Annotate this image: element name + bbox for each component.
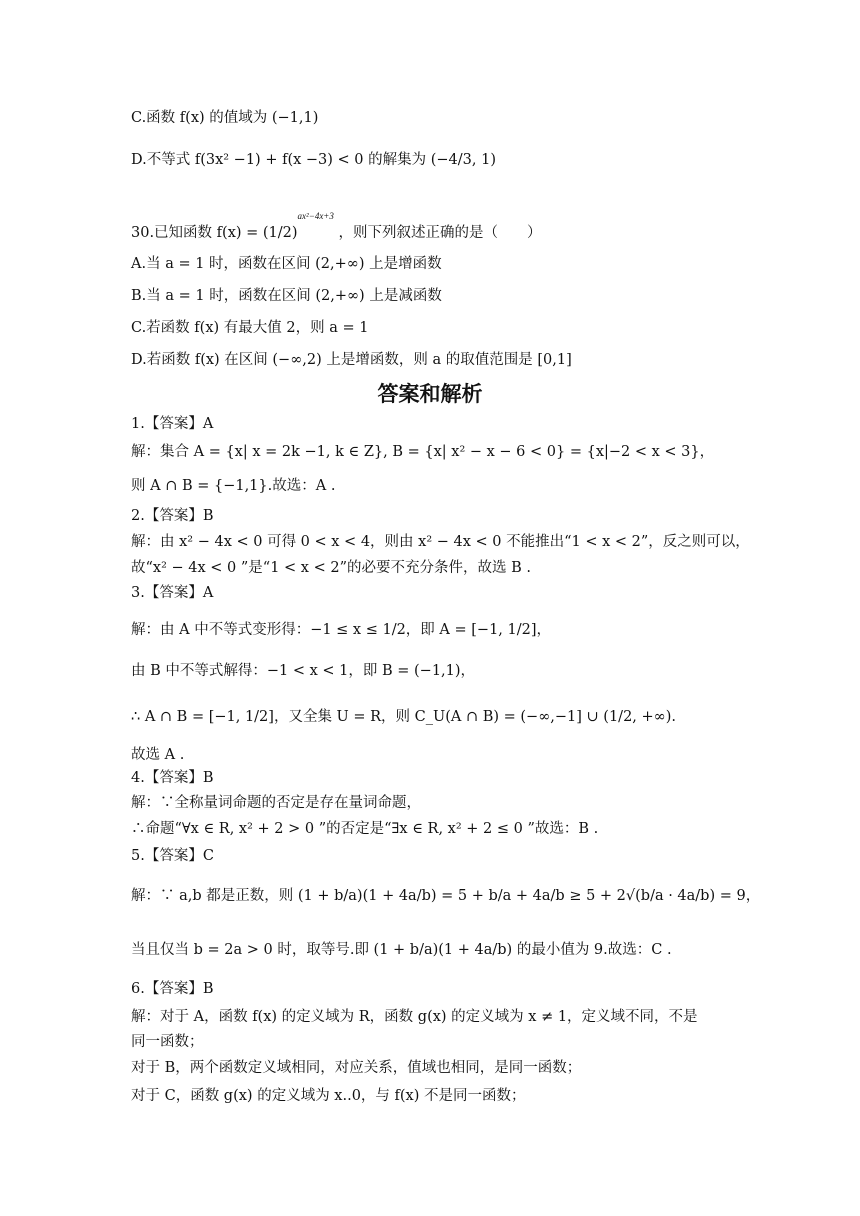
answer-1-header: 1.【答案】A (131, 416, 214, 432)
answer-5-line-2: 当且仅当 b = 2a > 0 时，取等号.即 (1 + b/a)(1 + 4a/b) 的最小值为 9.故选：C . (131, 942, 672, 958)
section-title: 答案和解析 (377, 382, 483, 406)
q30-stem (131, 196, 740, 241)
answer-6-line-2: 同一函数； (131, 1034, 204, 1050)
answer-2-line-1: 解：由 x² − 4x < 0 可得 0 < x < 4，则由 x² − 4x < 0 不能推出“1 < x < 2”，反之则可以， (131, 534, 750, 550)
q30-stem-exponent: ax²−4x+3 (297, 211, 334, 221)
q30-option-d: D.若函数 f(x) 在区间 (−∞,2) 上是增函数，则 a 的取值范围是 [0,1] (131, 352, 572, 368)
answer-5-line-1: 解：∵ a,b 都是正数，则 (1 + b/a)(1 + 4a/b) = 5 + b/a + 4a/b ≥ 5 + 2√(b/a · 4a/b) = 9， (131, 888, 761, 904)
answer-6-line-3: 对于 B，两个函数定义域相同，对应关系，值域也相同，是同一函数； (131, 1060, 582, 1076)
q29-option-d-answer: (−4/3, 1) (430, 152, 496, 168)
answer-3-line-2: 由 B 中不等式解得：−1 < x < 1，即 B = (−1,1)， (131, 663, 476, 679)
answer-6-line-4: 对于 C，函数 g(x) 的定义域为 x..0，与 f(x) 不是同一函数； (131, 1088, 526, 1104)
q29-option-c: C.函数 f(x) 的值域为 (−1,1) (131, 110, 319, 126)
answer-2-line-2: 故“x² − 4x < 0 ”是“1 < x < 2”的必要不充分条件，故选 B . (131, 560, 531, 576)
answer-6-header: 6.【答案】B (131, 981, 214, 997)
q30-stem-suffix: ，则下列叙述正确的是（ ） (338, 225, 542, 241)
answer-3-line-3: ∴ A ∩ B = [−1, 1/2]，又全集 U = R，则 C_U(A ∩ B) = (−∞,−1] ∪ (1/2, +∞). (131, 709, 677, 725)
q30-option-b: B.当 a = 1 时，函数在区间 (2,+∞) 上是减函数 (131, 288, 442, 304)
answer-1-line-2: 则 A ∩ B = {−1,1}.故选：A . (131, 478, 336, 494)
q30-stem-prefix: 30.已知函数 f(x) = (1/2) (131, 225, 298, 241)
answer-4-header: 4.【答案】B (131, 770, 214, 786)
answer-3-line-1: 解：由 A 中不等式变形得：−1 ≤ x ≤ 1/2，即 A = [−1, 1/2]， (131, 622, 552, 638)
answer-1-line-1: 解：集合 A = {x| x = 2k −1, k ∈ Z}, B = {x| x² − x − 6 < 0} = {x|−2 < x < 3}， (131, 444, 715, 460)
answer-3-line-4: 故选 A . (131, 747, 185, 763)
answer-5-header: 5.【答案】C (131, 848, 214, 864)
q29-option-d (131, 138, 740, 182)
answer-3-header: 3.【答案】A (131, 585, 214, 601)
answer-4-line-2: ∴命题“∀x ∈ R, x² + 2 > 0 ”的否定是“∃x ∈ R, x² + 2 ≤ 0 ”故选：B . (131, 821, 599, 837)
q29-option-d-text: D.不等式 f(3x² −1) + f(x −3) < 0 的解集为 (131, 152, 427, 168)
q30-option-a: A.当 a = 1 时，函数在区间 (2,+∞) 上是增函数 (131, 256, 442, 272)
answer-6-line-1: 解：对于 A，函数 f(x) 的定义域为 R，函数 g(x) 的定义域为 x ≠ 1，定义域不同，不是 (131, 1009, 698, 1025)
answer-2-header: 2.【答案】B (131, 508, 214, 524)
answer-4-line-1: 解：∵全称量词命题的否定是存在量词命题， (131, 795, 421, 811)
q30-option-c: C.若函数 f(x) 有最大值 2，则 a = 1 (131, 320, 369, 336)
